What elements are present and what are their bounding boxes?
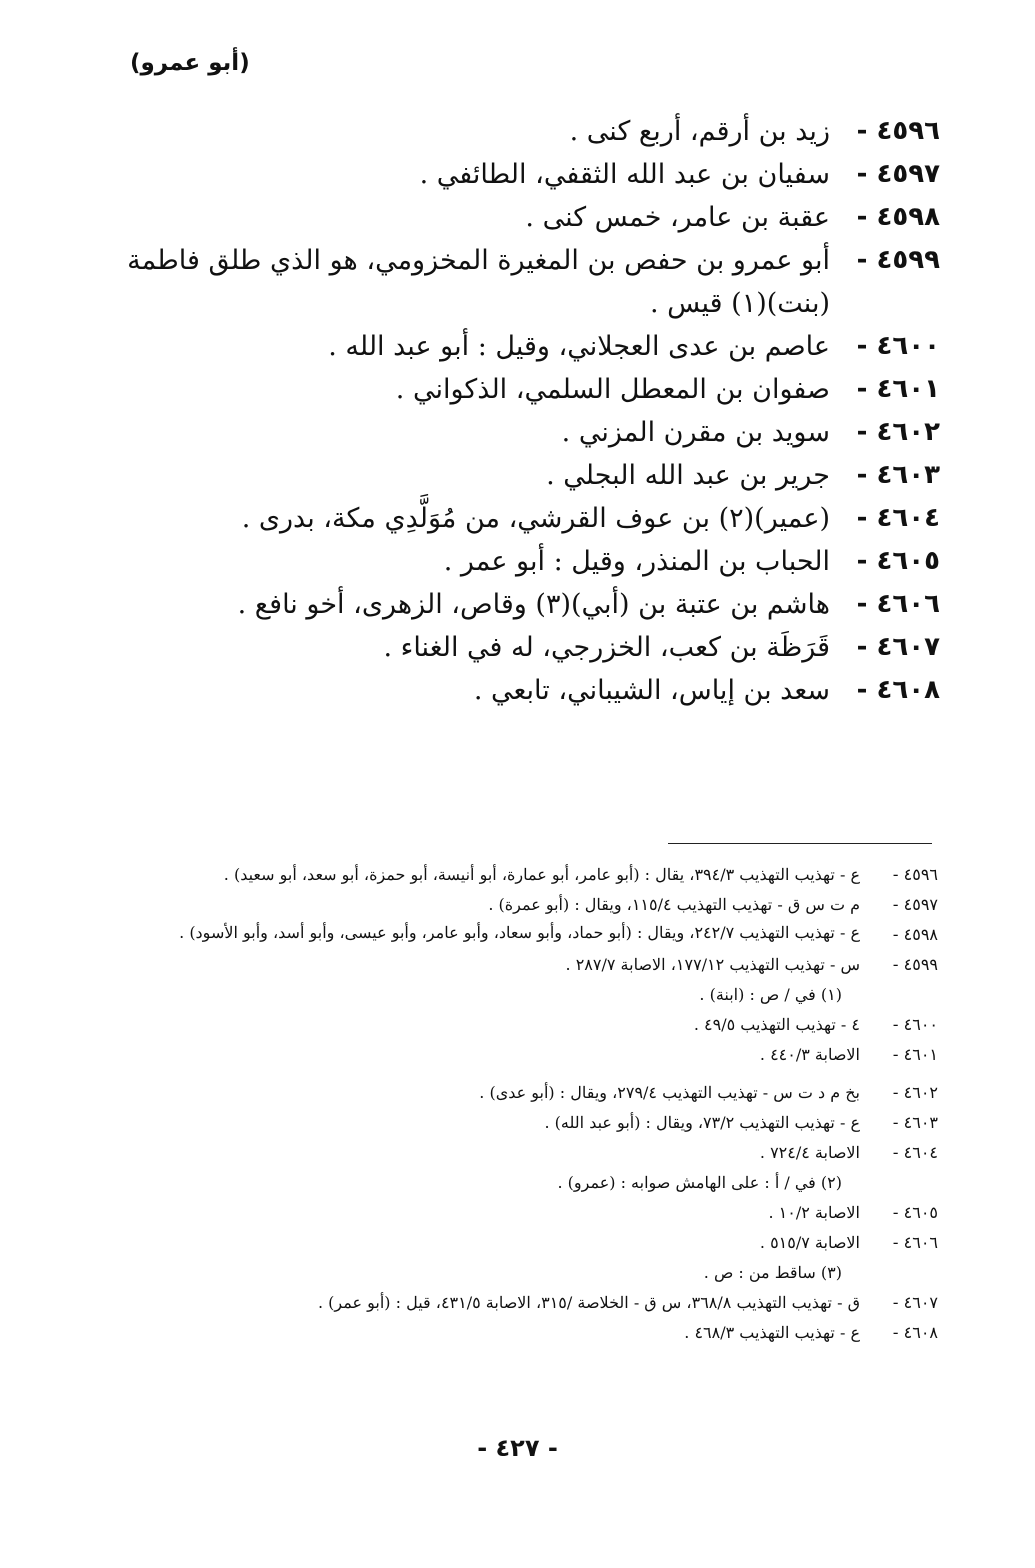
footnote-row: [130, 1040, 938, 1070]
entry-number: ٤٥٩٩ -: [856, 245, 940, 275]
footnote-text: ق - تهذيب التهذيب ٣٦٨/٨، س ق - الخلاصة /٣١٥، الاصابة ٤٣١/٥، قيل : (أبو عمر) .: [318, 1293, 860, 1312]
entry-text: هاشم بن عتبة بن (أبي)(٣) وقاص، الزهرى، أخو نافع .: [237, 589, 830, 620]
footnote-row: [130, 1258, 938, 1288]
footnote-number: ٤٦٠٥ -: [892, 1203, 938, 1222]
footnote-text: ٤ - تهذيب التهذيب ٤٩/٥ .: [693, 1015, 860, 1034]
entry-row: [120, 153, 940, 196]
entry-number: ٤٦٠٨ -: [856, 675, 940, 705]
footnote-row: [130, 1108, 938, 1138]
entry-row: [120, 454, 940, 497]
footnote-row: [130, 860, 938, 890]
footnote-text: الاصابة ١٠/٢ .: [768, 1203, 860, 1222]
footnote-row: [130, 920, 938, 950]
entry-row: [120, 669, 940, 712]
footnote-list: [130, 860, 938, 1348]
footnote-text: ع - تهذيب التهذيب ٤٦٨/٣ .: [684, 1323, 860, 1342]
entry-number: ٤٥٩٨ -: [856, 202, 940, 232]
entry-text: عقبة بن عامر، خمس كنى .: [525, 202, 830, 233]
entry-number: ٤٥٩٦ -: [856, 116, 940, 146]
footnote-row: [130, 1138, 938, 1168]
entry-text: سويد بن مقرن المزني .: [561, 417, 830, 448]
entry-text: (عمير)(٢) بن عوف القرشي، من مُوَلَّدِي مكة، بدرى .: [241, 503, 830, 534]
footnote-text: ع - تهذيب التهذيب ٣٩٤/٣، يقال : (أبو عامر، أبو عمارة، أبو أنيسة، أبو حمزة، أبو سعد، أبو سعيد) .: [223, 865, 860, 884]
entry-text: الحباب بن المنذر، وقيل : أبو عمر .: [443, 546, 830, 577]
footnote-row: [130, 1228, 938, 1258]
footnote-separator: [668, 843, 932, 844]
entry-text: زيد بن أرقم، أربع كنى .: [569, 116, 830, 147]
footnote-text: الاصابة ٤٤٠/٣ .: [759, 1045, 860, 1064]
footnote-text: س - تهذيب التهذيب ١٧٧/١٢، الاصابة ٢٨٧/٧ .: [565, 955, 860, 974]
footnote-row: [130, 980, 938, 1010]
footnote-text: (٢) في / أ : على الهامش صوابه : (عمرو) .: [557, 1173, 842, 1192]
entry-row: [120, 239, 940, 325]
entry-text: صفوان بن المعطل السلمي، الذكواني .: [395, 374, 830, 405]
entry-text: سعد بن إياس، الشيباني، تابعي .: [473, 675, 830, 706]
footnote-row: [130, 1198, 938, 1228]
footnote-number: ٤٥٩٧ -: [892, 895, 938, 914]
footnote-row: [130, 950, 938, 980]
footnote-text: ع - تهذيب التهذيب ٧٣/٢، ويقال : (أبو عبد الله) .: [544, 1113, 860, 1132]
footnote-text: ع - تهذيب التهذيب ٢٤٢/٧، ويقال : (أبو حماد، وأبو سعاد، وأبو عامر، وأبو عيسى، وأبو أسد، وأبو الأسود) .: [179, 923, 860, 942]
entry-text: عاصم بن عدى العجلاني، وقيل : أبو عبد الله .: [328, 331, 830, 362]
footnote-number: ٤٦٠٢ -: [892, 1083, 938, 1102]
entry-row: [120, 497, 940, 540]
entry-number: ٤٥٩٧ -: [856, 159, 940, 189]
running-header: (أبو عمرو): [130, 50, 250, 76]
entry-row: [120, 368, 940, 411]
footnote-text: الاصابة ٥١٥/٧ .: [759, 1233, 860, 1252]
entry-number: ٤٦٠٠ -: [856, 331, 940, 361]
entry-number: ٤٦٠٢ -: [856, 417, 940, 447]
footnote-number: ٤٥٩٨ -: [892, 925, 938, 944]
footnote-number: ٤٦٠٨ -: [892, 1323, 938, 1342]
footnote-row: [130, 890, 938, 920]
entry-row: [120, 196, 940, 239]
footnote-number: ٤٦٠٦ -: [892, 1233, 938, 1252]
footnote-text: (١) في / ص : (ابنة) .: [699, 985, 842, 1004]
footnote-row: [130, 1168, 938, 1198]
entry-row: [120, 583, 940, 626]
entry-number: ٤٦٠٣ -: [856, 460, 940, 490]
entry-number: ٤٦٠٦ -: [856, 589, 940, 619]
footnote-number: ٤٦٠٤ -: [892, 1143, 938, 1162]
footnote-number: ٤٥٩٩ -: [892, 955, 938, 974]
footnote-row: [130, 1010, 938, 1040]
entry-number: ٤٦٠١ -: [856, 374, 940, 404]
footnote-row: [130, 1078, 938, 1108]
entry-text: جرير بن عبد الله البجلي .: [546, 460, 830, 491]
footnote-row: [130, 1318, 938, 1348]
entry-row: [120, 626, 940, 669]
entry-number: ٤٦٠٧ -: [856, 632, 940, 662]
entry-number: ٤٦٠٤ -: [856, 503, 940, 533]
footnote-row: [130, 1288, 938, 1318]
footnote-text: م ت س ق - تهذيب التهذيب ١١٥/٤، ويقال : (أبو عمرة) .: [488, 895, 860, 914]
entry-row: [120, 540, 940, 583]
spacer: [130, 1070, 938, 1078]
entry-row: [120, 110, 940, 153]
footnote-text: (٣) ساقط من : ص .: [703, 1263, 842, 1282]
entry-row: [120, 411, 940, 454]
entry-list: [120, 110, 940, 712]
footnote-text: الاصابة ٧٢٤/٤ .: [759, 1143, 860, 1162]
entry-text: سفيان بن عبد الله الثقفي، الطائفي .: [419, 159, 830, 190]
entry-text: أبو عمرو بن حفص بن المغيرة المخزومي، هو الذي طلق فاطمة (بنت)(١) قيس .: [127, 245, 830, 319]
entry-text: قَرَظَة بن كعب، الخزرجي، له في الغناء .: [383, 632, 830, 663]
page-number: - ٤٢٧ -: [477, 1434, 558, 1462]
footnote-number: ٤٦٠١ -: [892, 1045, 938, 1064]
entry-number: ٤٦٠٥ -: [856, 546, 940, 576]
footnote-text: بخ م د ت س - تهذيب التهذيب ٢٧٩/٤، ويقال : (أبو عدى) .: [479, 1083, 860, 1102]
footnote-number: ٤٥٩٦ -: [892, 865, 938, 884]
entry-row: [120, 325, 940, 368]
footnote-number: ٤٦٠٧ -: [892, 1293, 938, 1312]
footnote-number: ٤٦٠٣ -: [892, 1113, 938, 1132]
footnote-number: ٤٦٠٠ -: [892, 1015, 938, 1034]
